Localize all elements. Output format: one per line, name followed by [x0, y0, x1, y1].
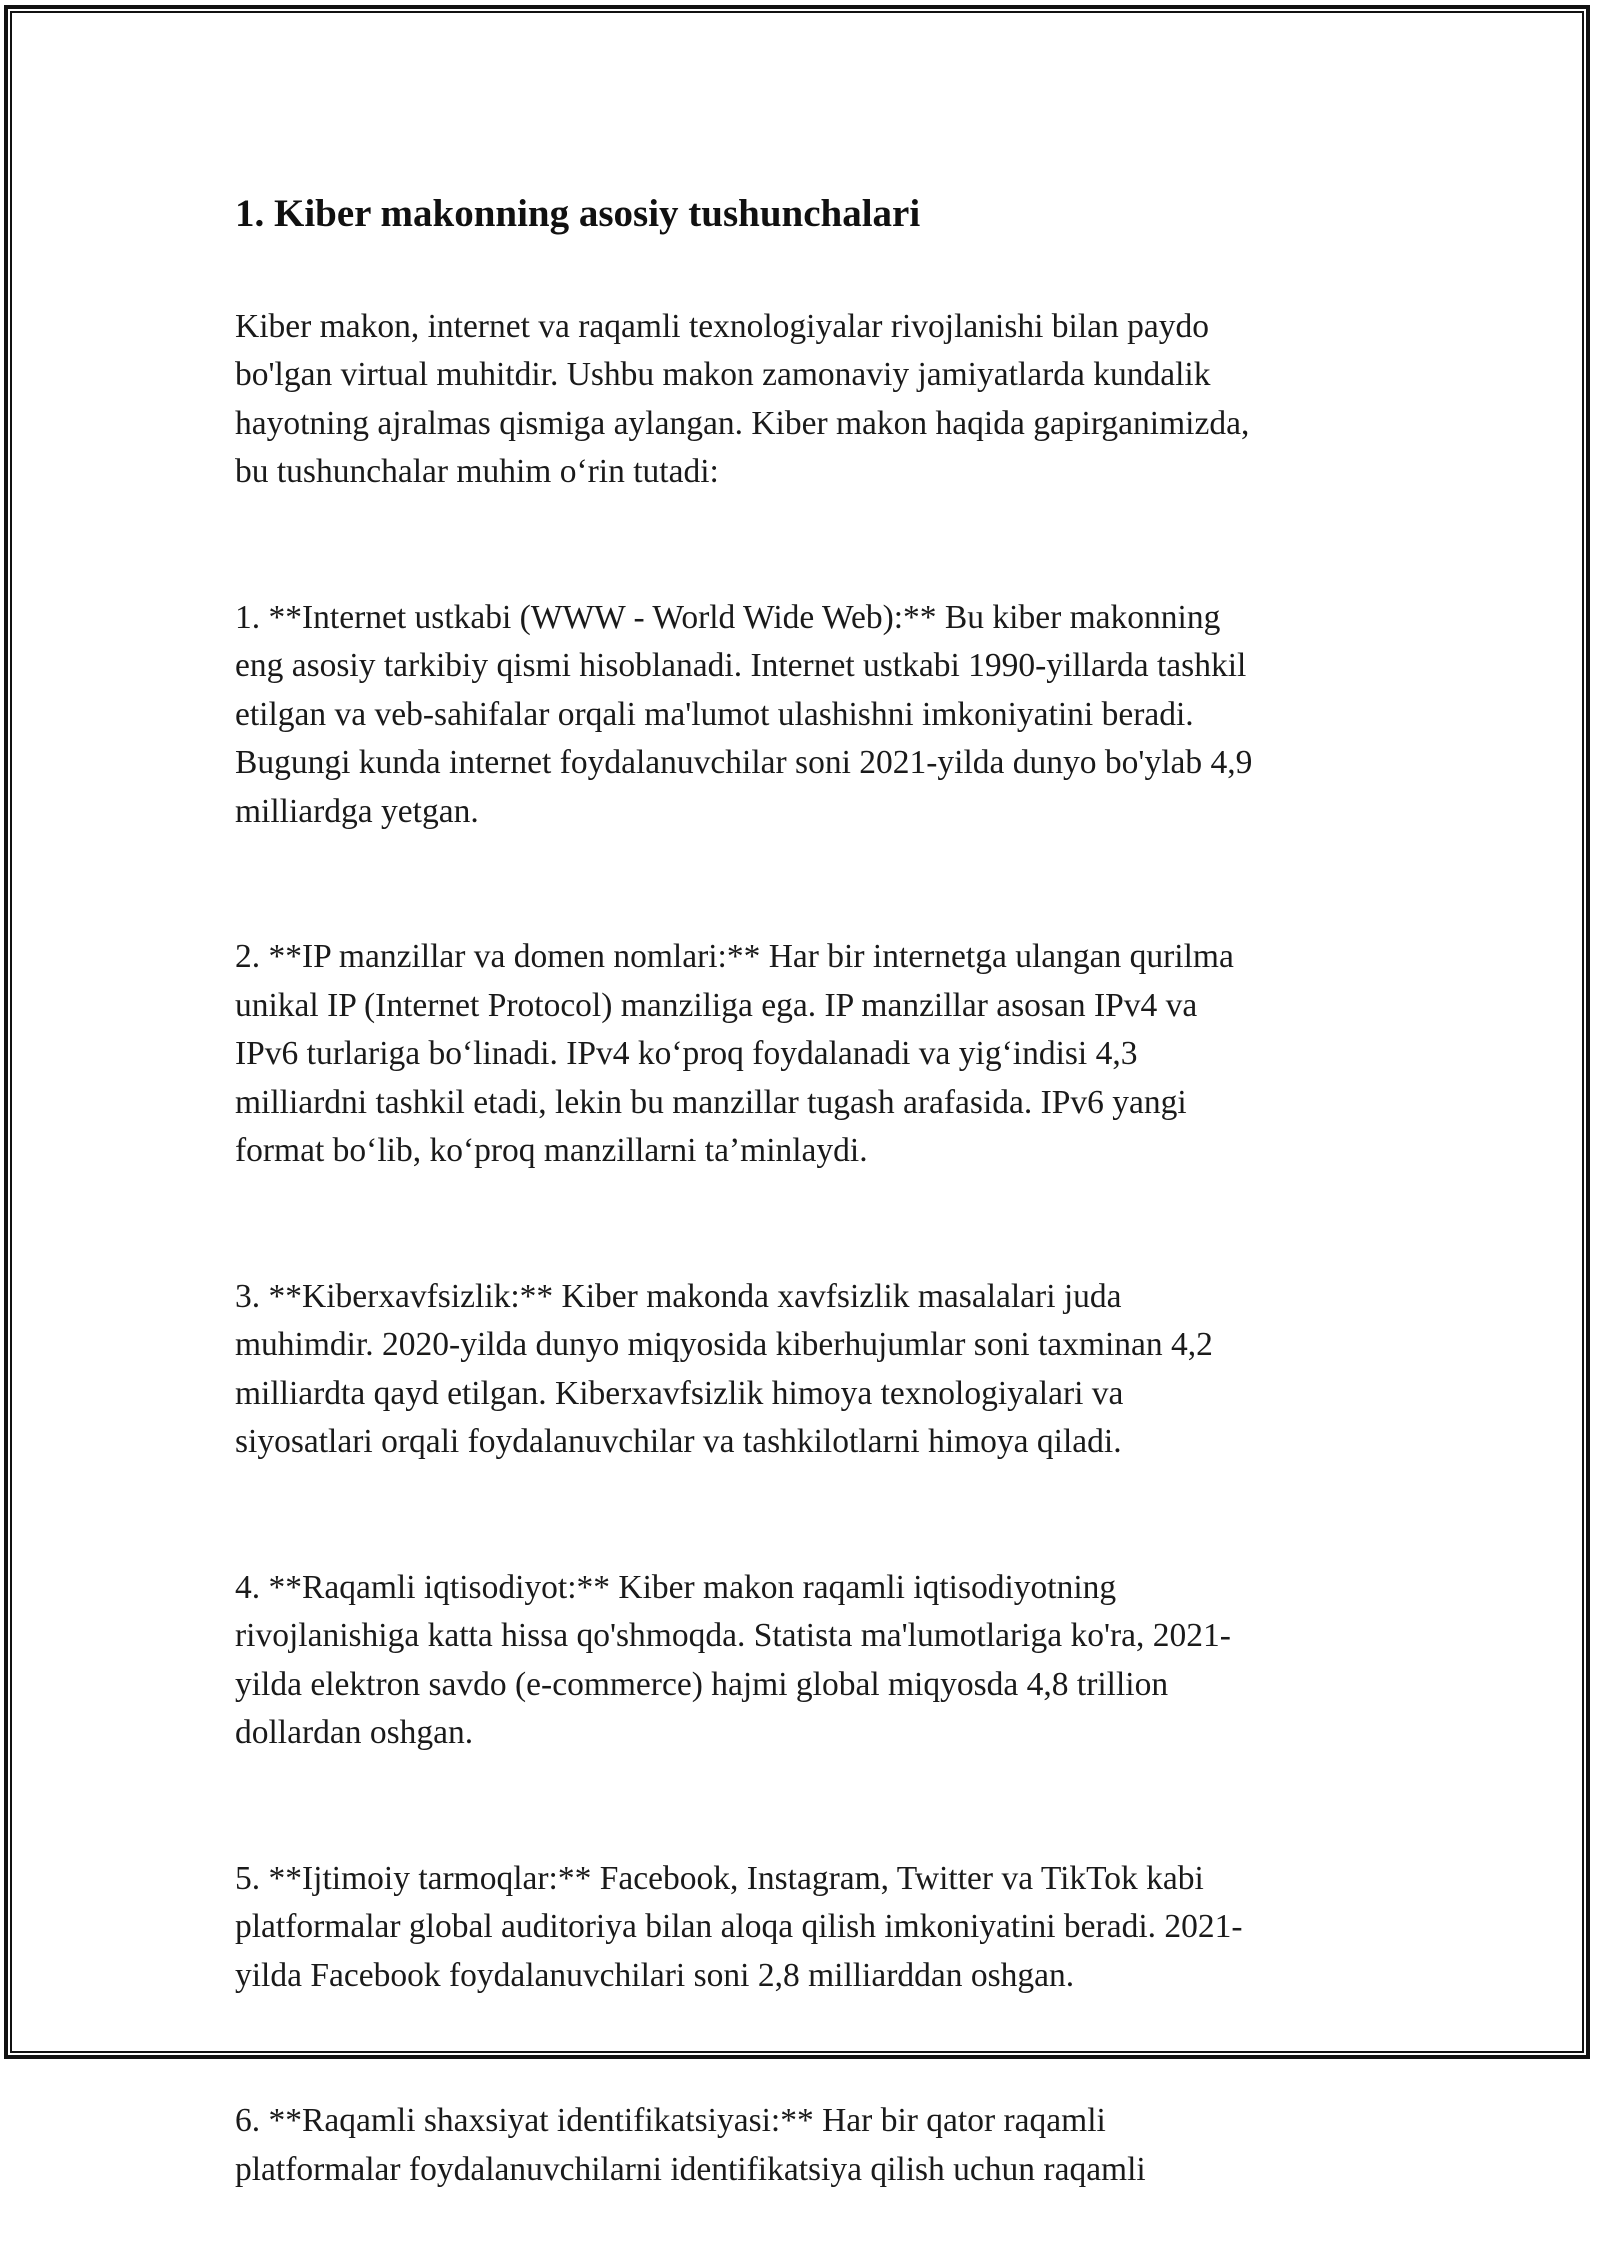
list-item-ip-addresses: 2. **IP manzillar va domen nomlari:** Har bir internetga ulangan qurilma unikal IP (Internet Protocol) manziliga ega. IP manzillar asosan IPv4 va IPv6 turlariga boʻlinadi. IPv4 koʻproq foydalanadi va yigʻindisi 4,3 milliardni tashkil etadi, lekin bu manzillar tugash arafasida. IPv6 yangi format boʻlib, koʻproq manzillarni taʼminlaydi.	[235, 938, 1234, 1169]
list-item-digital-identity: 6. **Raqamli shaxsiyat identifikatsiyasi:** Har bir qator raqamli platformalar foydalanuvchilarni identifikatsiya qilish uchun raqamli	[235, 2102, 1146, 2188]
section-heading: 1. Kiber makonning asosiy tushunchalari	[235, 192, 921, 235]
list-item-internet: 1. **Internet ustkabi (WWW - World Wide Web):** Bu kiber makonning eng asosiy tarkibiy qismi hisoblanadi. Internet ustkabi 1990-yillarda tashkil etilgan va veb-sahifalar orqali ma'lumot ulashishni imkoniyatini beradi. Bugungi kunda internet foydalanuvchilar soni 2021-yilda dunyo bo'ylab 4,9 milliardga yetgan.	[235, 598, 1253, 830]
document-content	[235, 188, 1365, 2243]
list-item-cybersecurity: 3. **Kiberxavfsizlik:** Kiber makonda xavfsizlik masalalari juda muhimdir. 2020-yilda dunyo miqyosida kiberhujumlar soni taxminan 4,2 milliardta qayd etilgan. Kiberxavfsizlik himoya texnologiyalari va siyosatlari orqali foydalanuvchilar va tashkilotlarni himoya qiladi.	[235, 1277, 1213, 1460]
list-item-digital-economy: 4. **Raqamli iqtisodiyot:** Kiber makon raqamli iqtisodiyotning rivojlanishiga katta hissa qo'shmoqda. Statista ma'lumotlariga ko'ra, 2021- yilda elektron savdo (e-commerce) hajmi global miqyosda 4,8 trillion dollardan oshgan.	[235, 1568, 1231, 1751]
intro-paragraph: Kiber makon, internet va raqamli texnologiyalar rivojlanishi bilan paydo bo'lgan virtual muhitdir. Ushbu makon zamonaviy jamiyatlarda kundalik hayotning ajralmas qismiga aylangan. Kiber makon haqida gapirganimizda, bu tushunchalar muhim oʻrin tutadi:	[235, 307, 1250, 490]
list-item-social-networks: 5. **Ijtimoiy tarmoqlar:** Facebook, Instagram, Twitter va TikTok kabi platformalar global auditoriya bilan aloqa qilish imkoniyatini beradi. 2021- yilda Facebook foydalanuvchilari soni 2,8 milliarddan oshgan.	[235, 1859, 1243, 1994]
document-body	[235, 254, 1365, 2243]
